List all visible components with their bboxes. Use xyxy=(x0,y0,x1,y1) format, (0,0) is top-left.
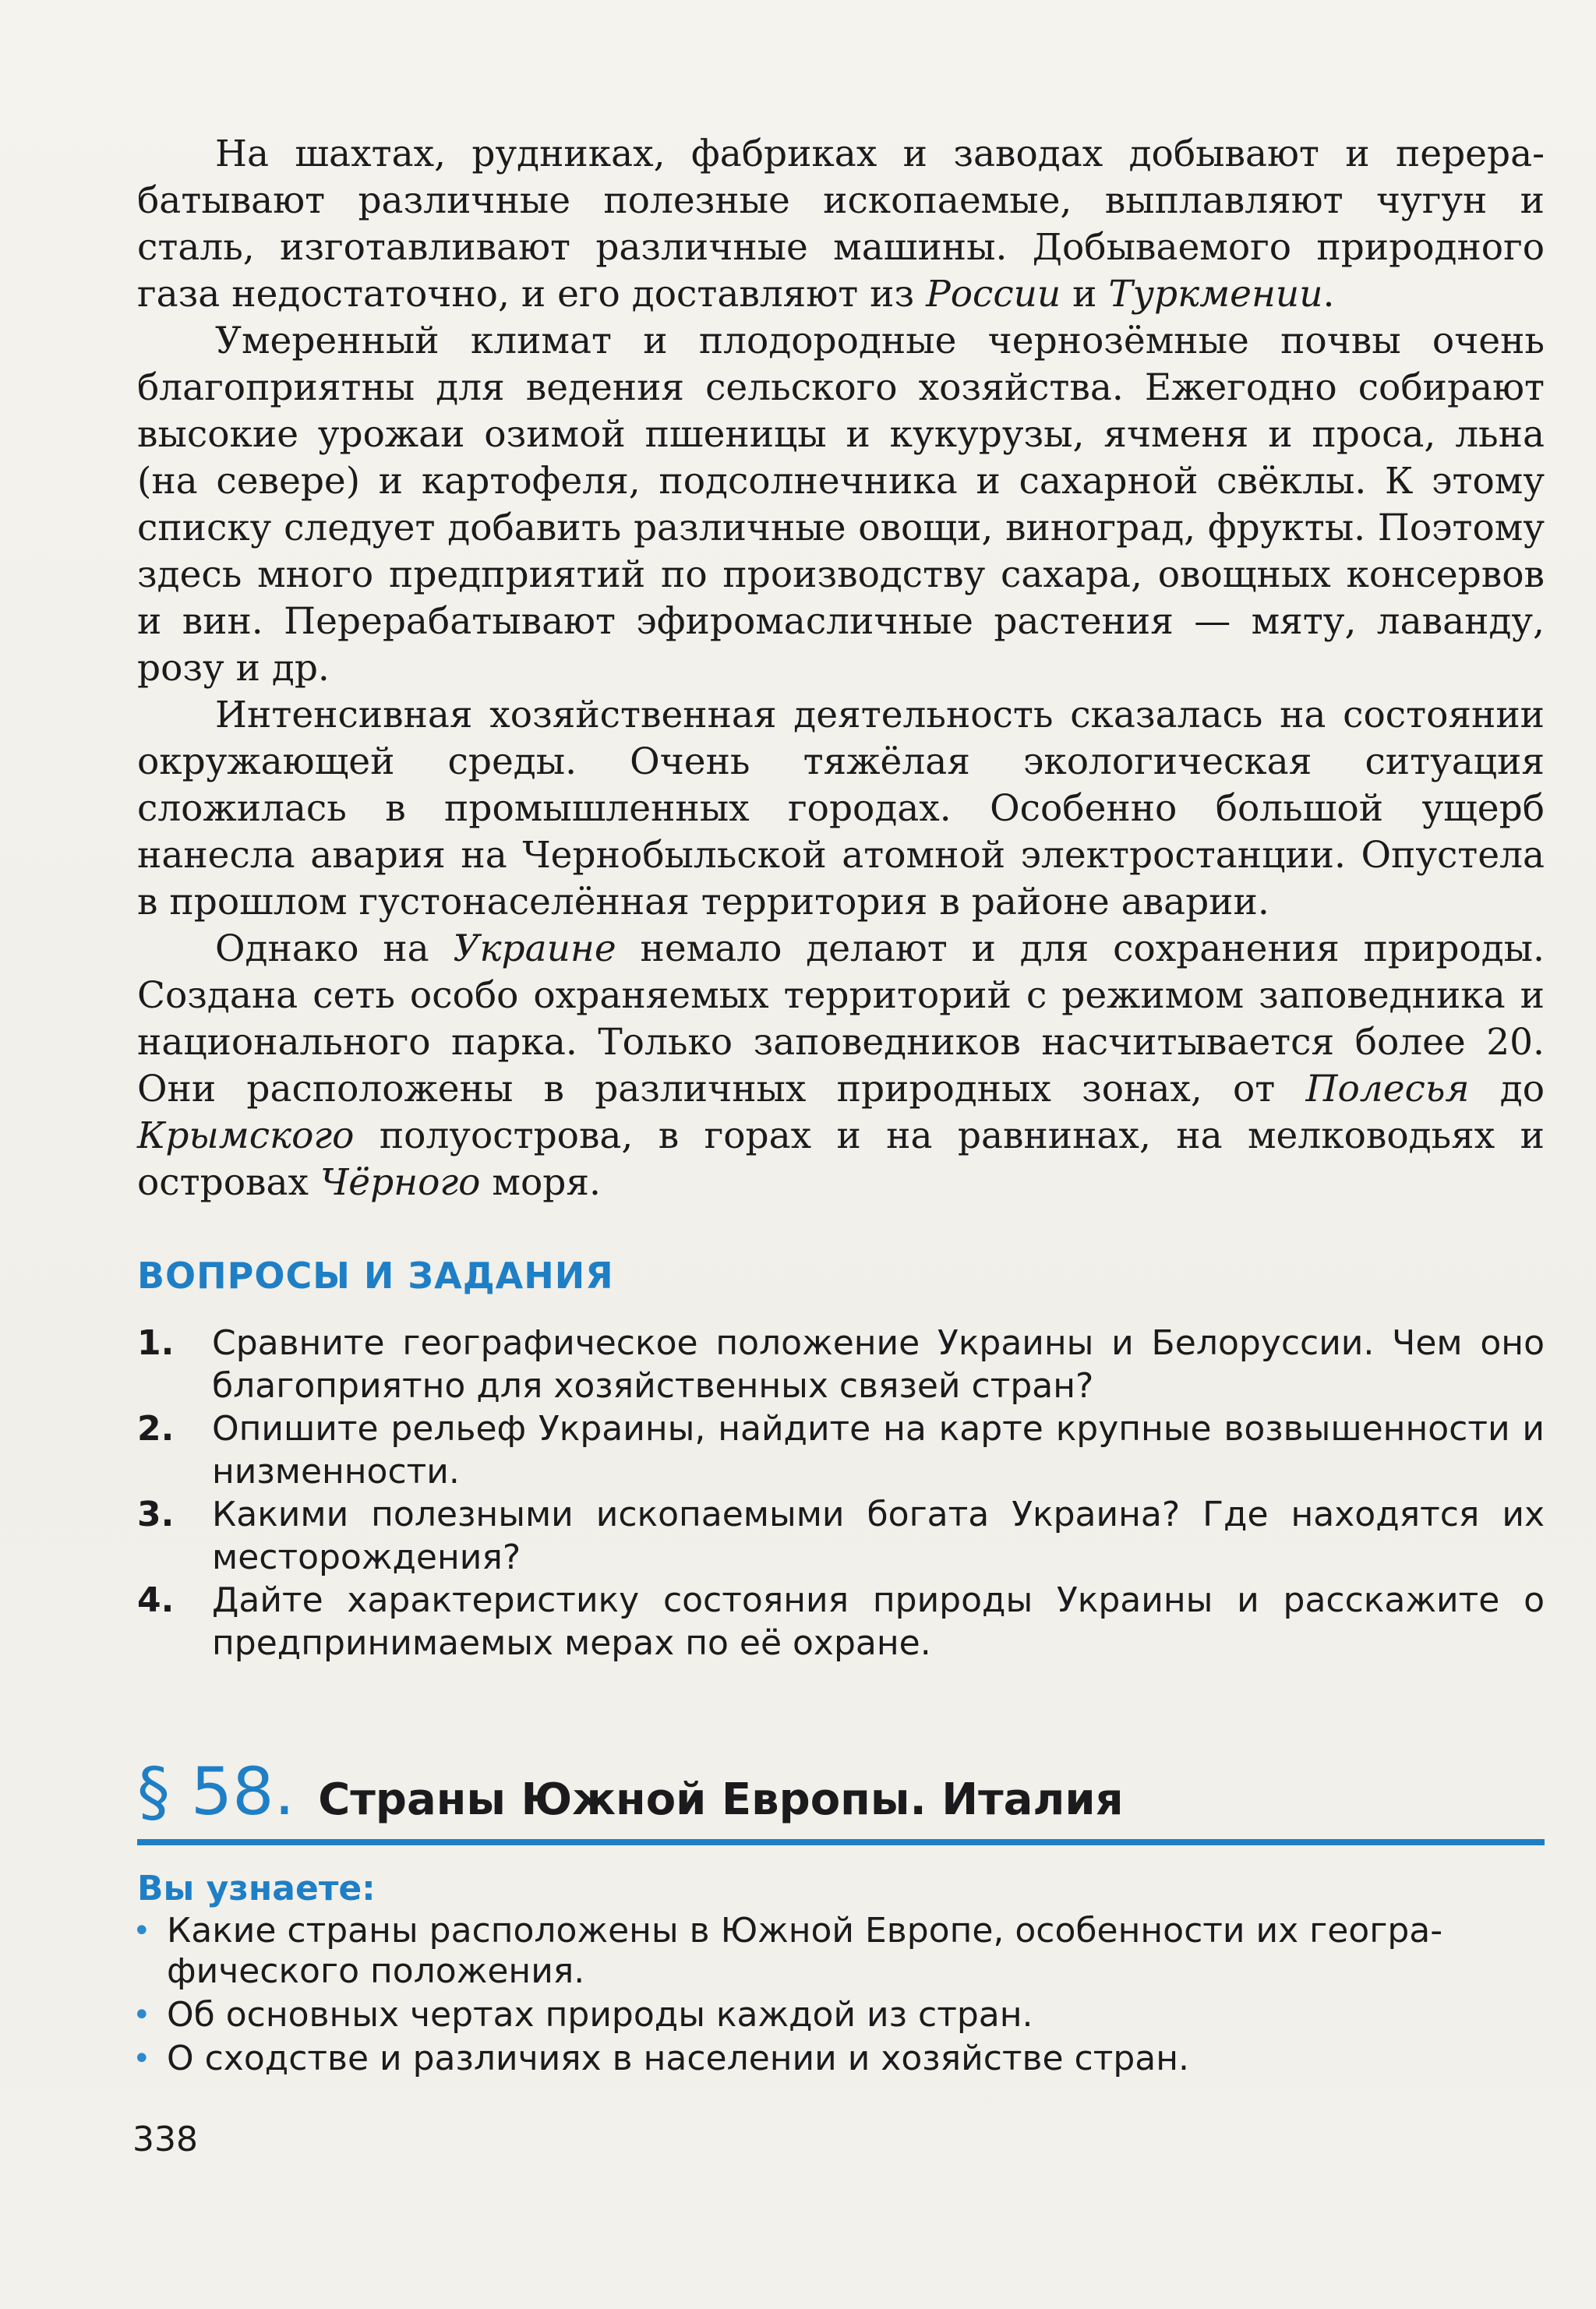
paragraph-1-conj: и xyxy=(1061,273,1109,316)
questions-heading: ВОПРОСЫ И ЗАДАНИЯ xyxy=(137,1255,614,1297)
learn-list xyxy=(132,1911,1545,2082)
question-item xyxy=(137,1407,1545,1493)
section-heading xyxy=(137,1753,1545,1839)
paragraph-3: Интенсивная хозяйственная деятельность сказалась на состоянии окружающей среды. Очень тяжёлая экологическая ситуация сложилась в промышленных городах. Особенно большой ущерб нанесла авария на Чернобыльской атомной электростанции. Опустела в прошлом густонаселённая территория в районе аварии. xyxy=(137,694,1545,923)
paragraph-1 xyxy=(137,131,1545,318)
place-name-crimea: Крымского xyxy=(137,1114,355,1157)
question-text: Дайте характеристику состояния природы Украины и расскажите о предпринимаемых мерах по её охране. xyxy=(212,1580,1545,1663)
bullet-icon: • xyxy=(132,2041,151,2077)
question-number: 3. xyxy=(137,1495,175,1534)
paragraph-2: Умеренный климат и плодородные чернозёмные почвы очень благоприятны для ведения сельского хозяйства. Ежегодно собирают высокие урожаи озимой пшеницы и кукурузы, ячменя и проса, льна (на севере) и картофеля, подсолнечника и сахарной свёклы. К этому списку следует добавить различные овощи, виноград, фрукты. Поэтому здесь много предприятий по производству сахара, овощных консервов и вин. Перерабатывают эфиромасличные растения — мяту, лаванду, розу и др. xyxy=(137,320,1545,690)
place-name-ukraine: Украине xyxy=(453,927,616,970)
list-item-text: О сходстве и различиях в населении и хозяйстве стран. xyxy=(167,2039,1190,2078)
paragraph-1-text: На шахтах, рудниках, фабриках и заводах добывают и перерабатывают различные полезные ископаемые, выплавляют чугун и сталь, изготавливают различные машины. Добываемого природного газа недостаточно, и его доставляют из xyxy=(137,132,1545,316)
list-item-text: Об основных чертах природы каждой из стран. xyxy=(167,1995,1033,2035)
questions-list xyxy=(137,1322,1545,1665)
place-name-polesie: Полесья xyxy=(1305,1068,1470,1110)
section-title: Страны Южной Европы. Италия xyxy=(318,1774,1124,1825)
question-number: 2. xyxy=(137,1409,175,1449)
place-name-turkmenia: Туркмении xyxy=(1108,273,1323,316)
paragraph-4-text-d: полуострова, в горах и на равнинах, на мелководьях и островах xyxy=(137,1114,1545,1204)
question-item xyxy=(137,1322,1545,1407)
place-name-russia: России xyxy=(926,273,1061,316)
list-item xyxy=(132,2039,1545,2079)
question-text: Сравните географическое положение Украины и Белоруссии. Чем оно благоприятно для хозяйственных связей стран? xyxy=(212,1323,1545,1406)
list-item-text: Какие страны расположены в Южной Европе, особенности их географического положения. xyxy=(167,1911,1443,1991)
page-number: 338 xyxy=(132,2120,198,2159)
question-text: Опишите рельеф Украины, найдите на карте крупные возвышенности и низменности. xyxy=(212,1409,1545,1492)
question-number: 4. xyxy=(137,1580,175,1620)
main-text xyxy=(137,131,1545,1206)
section-divider xyxy=(137,1839,1545,1845)
paragraph-4-text-b: немало делают и для сохранения природы. Создана сеть особо охраняемых территорий с режимом заповедника и национального парка. Только заповедников насчитывается более 20. Они расположены в различных природных зонах, от xyxy=(137,927,1545,1110)
paragraph-1-end: . xyxy=(1322,273,1335,316)
paragraph-4-text-c: до xyxy=(1469,1068,1545,1110)
paragraph-4 xyxy=(137,926,1545,1206)
question-text: Какими полезными ископаемыми богата Украина? Где находятся их месторождения? xyxy=(212,1495,1545,1577)
place-name-black-sea: Чёрного xyxy=(320,1161,481,1204)
paragraph-4-text-e: моря. xyxy=(480,1161,601,1204)
list-item xyxy=(132,1995,1545,2035)
list-item xyxy=(132,1911,1545,1992)
question-item xyxy=(137,1493,1545,1579)
section-number: § 58. xyxy=(137,1753,295,1830)
paragraph-4-text-a: Однако на xyxy=(215,927,454,970)
learn-heading: Вы узнаете: xyxy=(137,1869,376,1908)
question-item xyxy=(137,1579,1545,1665)
bullet-icon: • xyxy=(132,1997,151,2033)
question-number: 1. xyxy=(137,1323,175,1363)
bullet-icon: • xyxy=(132,1913,151,1949)
